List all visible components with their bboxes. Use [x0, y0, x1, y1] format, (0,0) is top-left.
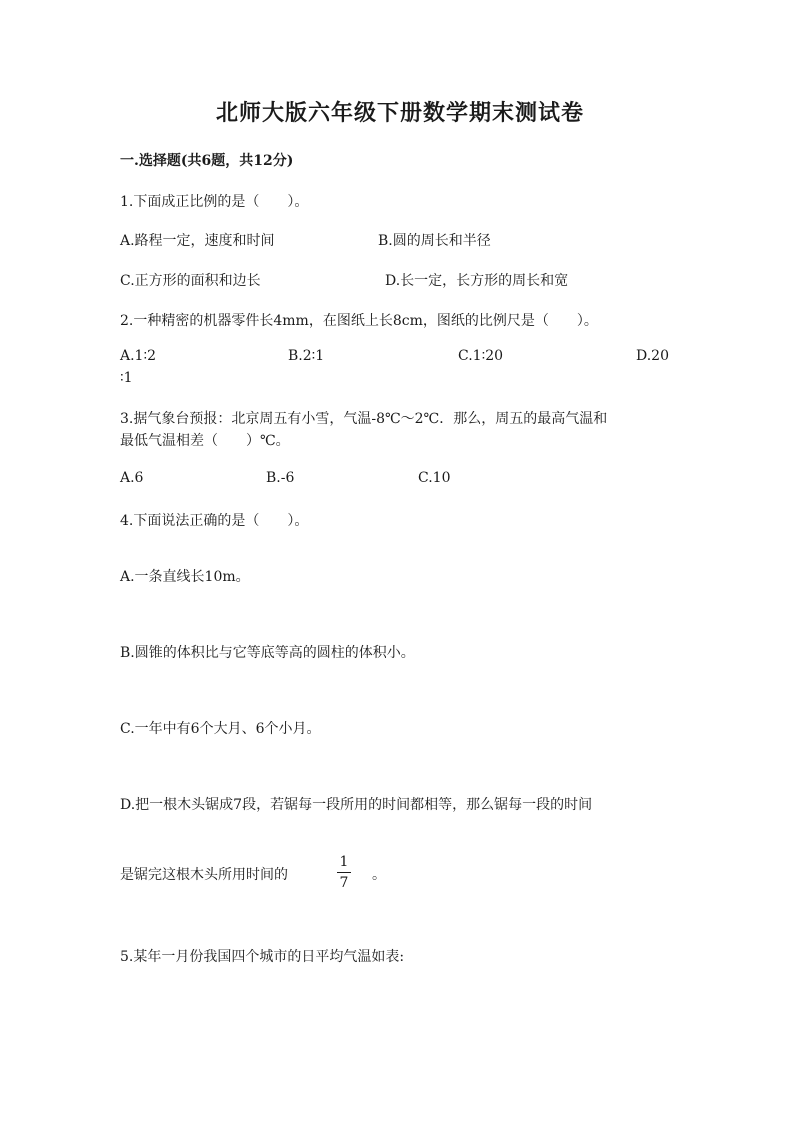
question-4-option-d-continued: 是锯完这根木头所用时间的 [120, 867, 288, 883]
question-3-option-a: A.6 [120, 470, 144, 486]
question-4-stem: 4.下面说法正确的是（ ）。 [120, 513, 309, 529]
question-2-option-d-continued: ∶1 [120, 370, 133, 386]
question-2-option-a: A.1∶2 [120, 348, 157, 364]
question-4-option-b: B.圆锥的体积比与它等底等高的圆柱的体积小。 [120, 645, 415, 661]
fraction-one-seventh [336, 855, 352, 890]
question-3-stem-line-1: 3.据气象台预报：北京周五有小雪，气温-8℃～2℃．那么，周五的最高气温和 [120, 411, 608, 427]
section-heading: 一.选择题(共6题，共12分) [120, 153, 294, 169]
question-3-stem-line-2: 最低气温相差（ ）℃。 [120, 433, 290, 449]
question-2-stem: 2.一种精密的机器零件长4mm，在图纸上长8cm，图纸的比例尺是（ ）。 [120, 313, 598, 329]
fraction-numerator: 1 [339, 854, 349, 870]
question-3-option-c: C.10 [418, 470, 451, 486]
question-1-option-b: B.圆的周长和半径 [378, 233, 491, 249]
question-2-option-d: D.20 [636, 348, 669, 364]
question-4-option-c: C.一年中有6个大月、6个小月。 [120, 721, 321, 737]
fraction-denominator: 7 [339, 875, 349, 891]
question-3-option-b: B.-6 [266, 470, 295, 486]
question-2-option-c: C.1∶20 [458, 348, 504, 364]
question-2-option-b: B.2∶1 [288, 348, 325, 364]
page-title: 北师大版六年级下册数学期末测试卷 [215, 100, 584, 126]
question-1-stem: 1.下面成正比例的是（ ）。 [120, 194, 309, 210]
question-4-option-d: D.把一根木头锯成7段，若锯每一段所用的时间都相等，那么锯每一段的时间 [120, 797, 593, 813]
question-1-option-a: A.路程一定，速度和时间 [120, 233, 275, 249]
question-1-option-c: C.正方形的面积和边长 [120, 273, 261, 289]
question-1-option-d: D.长一定，长方形的周长和宽 [385, 273, 569, 289]
question-4-option-a: A.一条直线长10m。 [120, 569, 250, 585]
question-4-option-d-end: 。 [372, 867, 386, 883]
question-5-stem: 5.某年一月份我国四个城市的日平均气温如表: [120, 949, 405, 965]
